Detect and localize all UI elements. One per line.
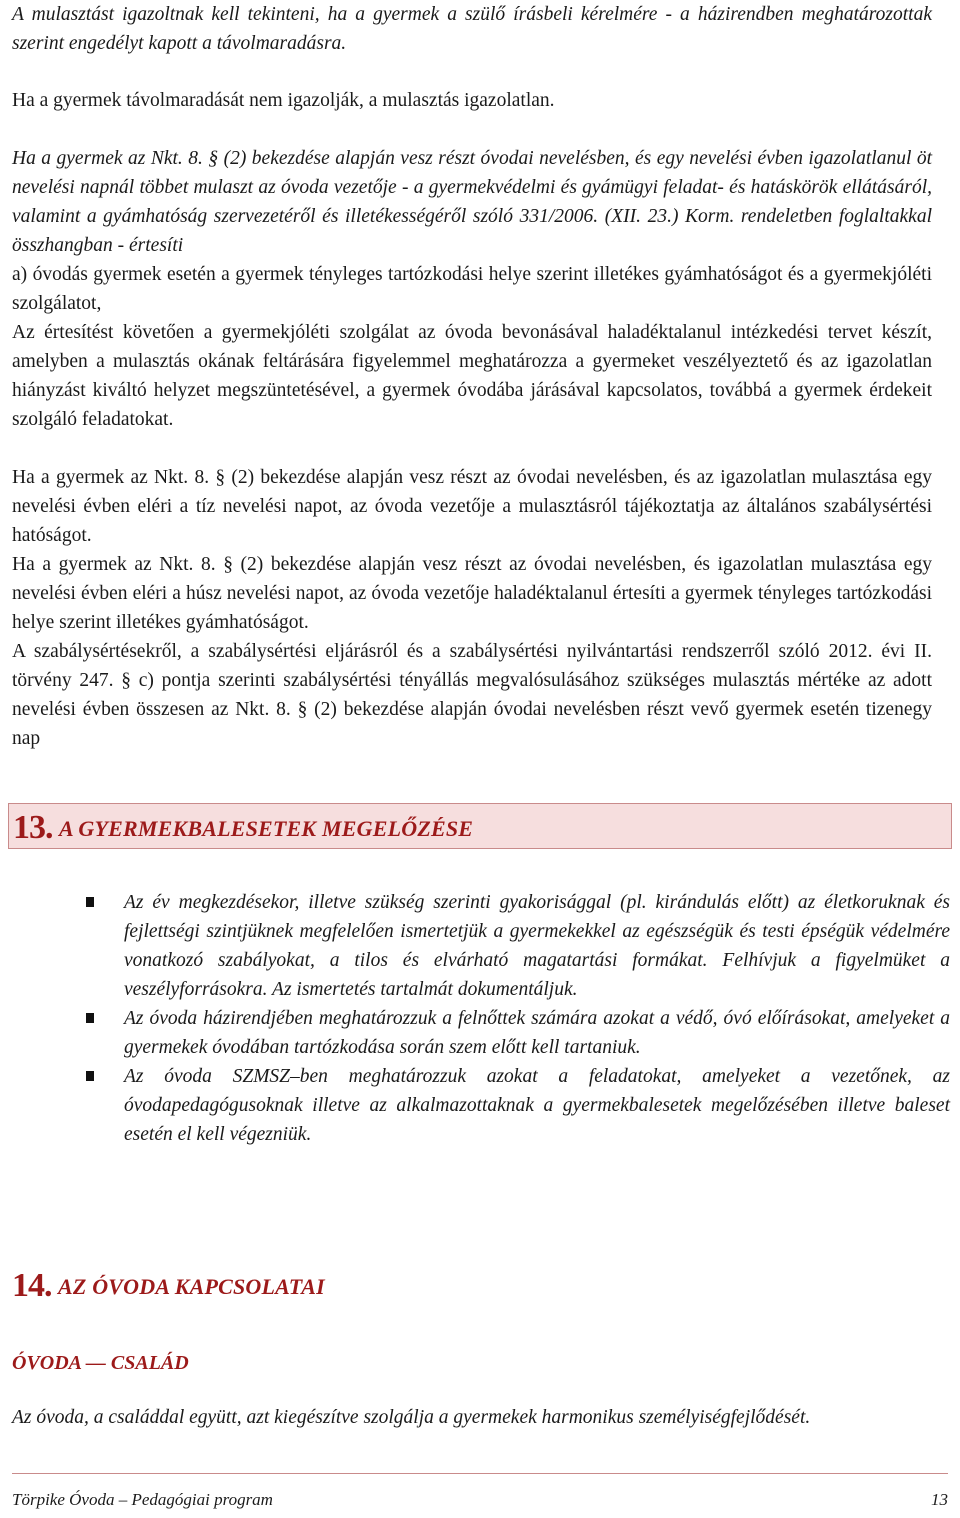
paragraph-ten-days: Ha a gyermek az Nkt. 8. § (2) bekezdése alapján vesz részt az óvodai nevelésben, és az igazolatlan mulasztása egy nevelési évben eléri a tíz nevelési napot, az óvoda vezetője a mulasztásról tájékoztatja az általános szabálysértési hatóságot. — [12, 467, 932, 546]
list-item-text: Az év megkezdésekor, illetve szükség szerinti gyakorisággal (pl. kirándulás előtt) az életkoruknak és fejlettségi szintjüknek megfelelően ismertetjük a gyermekekkel az egészségük és testi épségük védelmére vonatkozó szabályokat, a tilos és elvárható magatartási formákat. Felhívjuk a figyelmüket a veszélyforrásokra. Az ismertetés tartalmát dokumentáljuk. — [124, 892, 950, 1000]
list-item — [86, 1062, 950, 1149]
subheading-kindergarten-family: ÓVODA — CSALÁD — [12, 1352, 189, 1374]
paragraph-family-cooperation: Az óvoda, a családdal együtt, azt kiegészítve szolgálja a gyermekek harmonikus személyiségfejlődését. — [12, 1407, 811, 1428]
section-13-number: 13. — [13, 809, 53, 846]
section-13-title: A GYERMEKBALESETEK MEGELŐZÉSE — [59, 816, 474, 841]
section-14-title: AZ ÓVODA KAPCSOLATAI — [58, 1274, 325, 1299]
section-13-heading — [8, 803, 952, 849]
paragraph-unexcused-absence: Ha a gyermek távolmaradását nem igazolják, a mulasztás igazolatlan. — [12, 90, 555, 111]
paragraph-eleven-days: A szabálysértésekről, a szabálysértési eljárásról és a szabálysértési nyilvántartási rendszerről szóló 2012. évi II. törvény 247. § c) pontja szerinti szabálysértési tényállás megvalósulásához szükséges mulasztás mértéke az adott nevelési évben összesen az Nkt. 8. § (2) bekezdése alapján óvodai nevelésben részt vevő gyermek esetén tizenegy nap — [12, 641, 932, 749]
paragraph-excused-absence: A mulasztást igazoltnak kell tekinteni, ha a gyermek a szülő írásbeli kérelmére - a házirendben meghatározottak szerint engedélyt kapott a távolmaradásra. — [12, 4, 932, 54]
accident-prevention-list — [86, 888, 950, 1149]
list-item-text: Az óvoda SZMSZ–ben meghatározzuk azokat a feladatokat, amelyeket a vezetőnek, az óvodapedagógusoknak illetve az alkalmazottaknak a gyermekbalesetek megelőzésében illetve baleset esetén el kell végezniük. — [124, 1066, 950, 1145]
list-item — [86, 1004, 950, 1062]
square-bullet-icon — [86, 1071, 94, 1081]
square-bullet-icon — [86, 1013, 94, 1023]
page-number: 13 — [931, 1490, 948, 1509]
paragraph-action-plan: Az értesítést követően a gyermekjóléti szolgálat az óvoda bevonásával haladéktalanul intézkedési tervet készít, amelyben a mulasztás okának feltárására figyelemmel meghatározza a gyermeket veszélyeztető és az igazolatlan hiányzást kiváltó helyzet megszüntetésével, a gyermek óvodába járásával kapcsolatos, továbbá a gyermek érdekeit szolgáló feladatokat. — [12, 322, 932, 430]
square-bullet-icon — [86, 897, 94, 907]
list-item — [86, 888, 950, 1004]
paragraph-five-days: Ha a gyermek az Nkt. 8. § (2) bekezdése alapján vesz részt óvodai nevelésben, és egy nevelési évben igazolatlanul öt nevelési napnál többet mulaszt az óvoda vezetője - a gyermekvédelmi és gyámügyi feladat- és hatáskörök ellátásáról, valamint a gyámhatóság szervezetéről és illetékességéről szóló 331/2006. (XII. 23.) Korm. rendeletben foglaltakkal összhangban - értesíti — [12, 148, 932, 256]
footer-divider — [12, 1473, 948, 1474]
paragraph-twenty-days: Ha a gyermek az Nkt. 8. § (2) bekezdése alapján vesz részt az óvodai nevelésben, és igazolatlan mulasztása egy nevelési évben eléri a húsz nevelési napot, az óvoda vezetője haladéktalanul értesíti a gyermek tényleges tartózkodási helye szerint illetékes gyámhatóságot. — [12, 554, 932, 633]
paragraph-notify-guardianship: a) óvodás gyermek esetén a gyermek tényleges tartózkodási helye szerint illetékes gyámhatóságot és a gyermekjóléti szolgálatot, — [12, 264, 932, 314]
footer-title: Törpike Óvoda – Pedagógiai program — [12, 1490, 273, 1509]
section-14-number: 14. — [12, 1267, 52, 1304]
list-item-text: Az óvoda házirendjében meghatározzuk a felnőttek számára azokat a védő, óvó előírásokat, amelyeket a gyermekek óvodában tartózkodása során szem előtt kell tartaniuk. — [124, 1008, 950, 1058]
